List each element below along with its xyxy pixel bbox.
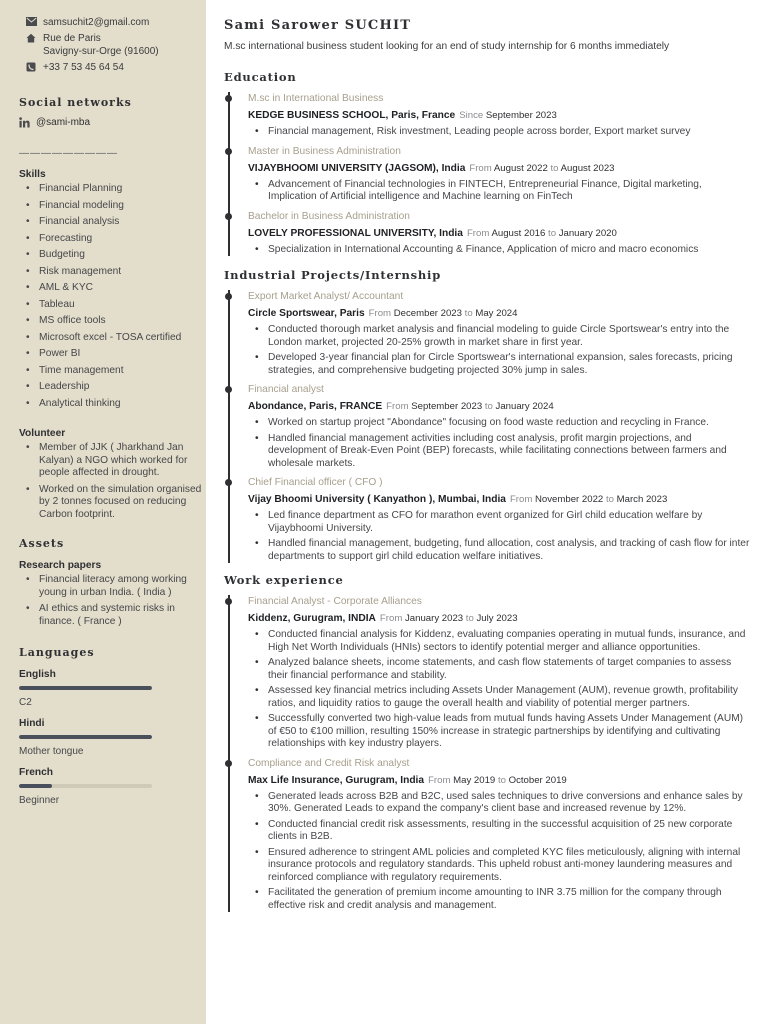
date-prefix: From (368, 308, 392, 319)
bullet-item: • Conducted financial analysis for Kiddenz, evaluating companies operating in mutual funds, insurance, and High Net Worth Individuals (HNIs) sectors to identify potential merger and alliance opportunities. (248, 629, 750, 654)
skill-item: • Analytical thinking (19, 398, 204, 411)
organization: VIJAYBHOOMI UNIVERSITY (JAGSOM), India (248, 162, 466, 174)
date-range (380, 613, 518, 624)
skill-item: • Forecasting (19, 233, 204, 246)
timeline-line (228, 290, 230, 563)
contact-phone[interactable] (19, 61, 206, 74)
bullet-list (248, 324, 750, 377)
proficiency-bar (19, 784, 152, 788)
assets-heading: Assets (19, 537, 65, 550)
volunteer-item: • Worked on the simulation organised by 2 tonnes focused on reducing Carbon footprint. (19, 484, 204, 522)
organization: Max Life Insurance, Gurugram, India (248, 774, 425, 786)
bullet-list (248, 510, 750, 563)
contact-block (19, 16, 206, 74)
bullet-item: • Analyzed balance sheets, income statements, and cash flow statements of target companies to assess their financial performance and stability. (248, 657, 750, 682)
language-name: Hindi (19, 718, 45, 729)
linkedin-icon (19, 117, 30, 128)
bullet-item: • Advancement of Financial technologies in FINTECH, Entrepreneurial Finance, Digital marketing, Implication of Artificial intelligence and Machine learning on FinTech (248, 179, 750, 204)
organization-line (248, 109, 750, 122)
skills-heading: Skills (19, 169, 46, 180)
start-date: May 2019 (453, 774, 496, 786)
date-connector: to (464, 308, 473, 319)
skills-list (19, 183, 206, 410)
research-paper-item: • AI ethics and systemic risks in finance. ( France ) (19, 603, 204, 628)
skill-item: • Microsoft excel - TOSA certified (19, 332, 204, 345)
timeline-dot (225, 95, 232, 102)
organization: Kiddenz, Gurugram, INDIA (248, 613, 376, 624)
timeline-dot (225, 148, 232, 155)
timeline-entry (248, 757, 750, 913)
date-prefix: From (466, 227, 490, 239)
projects-heading: Industrial Projects/Internship (224, 268, 442, 282)
skill-item: • Financial Planning (19, 183, 204, 196)
envelope-icon (19, 16, 43, 26)
bullet-item: • Financial management, Risk investment, Leading people across border, Export market survey (248, 126, 750, 139)
proficiency-fill (19, 686, 152, 690)
language-item (19, 718, 206, 757)
education-timeline (224, 92, 750, 256)
timeline-dot (225, 598, 232, 605)
bullet-item: • Assessed key financial metrics including Assets Under Management (AUM), revenue growth, profitability ratios, and liquidity ratios to gauge the overall health and viability of potential merger partners. (248, 685, 750, 710)
role-title: Financial Analyst - Corporate Alliances (248, 596, 422, 607)
organization-line (248, 493, 750, 506)
address-line2: Savigny-sur-Orge (91600) (43, 46, 159, 57)
bullet-item: • Handled financial management, budgeting, fund allocation, cost analysis, and tracking of cash flow for inter departments to support girl child education welfare initiatives. (248, 538, 750, 563)
skill-item: • Financial modeling (19, 200, 204, 213)
organization-line (248, 774, 750, 787)
date-connector: to (548, 227, 557, 239)
organization-line (248, 227, 750, 240)
proficiency-fill (19, 784, 52, 788)
date-prefix: From (428, 774, 451, 786)
role-title: Bachelor in Business Administration (248, 210, 410, 222)
linkedin-link[interactable] (19, 117, 206, 128)
date-range (386, 401, 554, 412)
start-date: December 2023 (393, 308, 462, 319)
start-date: September 2023 (485, 110, 557, 121)
skill-item: • Leadership (19, 381, 204, 394)
language-item (19, 669, 206, 708)
linkedin-handle[interactable]: @sami-mba (36, 117, 91, 128)
skill-item: • Budgeting (19, 249, 204, 262)
end-date: October 2019 (508, 774, 567, 786)
skill-item: • Financial analysis (19, 216, 204, 229)
timeline-entry (248, 383, 750, 470)
bullet-list (248, 417, 750, 470)
languages-heading: Languages (19, 646, 95, 659)
timeline-dot (225, 760, 232, 767)
contact-address (19, 32, 206, 58)
date-prefix: From (509, 494, 533, 505)
date-prefix: From (379, 613, 403, 624)
timeline-entry (248, 476, 750, 563)
contact-email[interactable] (19, 16, 206, 29)
date-connector: to (484, 401, 493, 412)
end-date: March 2023 (616, 494, 668, 505)
language-level: Mother tongue (19, 746, 84, 757)
language-item (19, 767, 206, 806)
end-date: January 2024 (495, 401, 554, 412)
social-heading: Social networks (19, 96, 132, 109)
main-content (206, 0, 768, 1024)
bullet-list (248, 244, 750, 257)
timeline-line (228, 92, 230, 256)
date-range (469, 163, 614, 174)
date-connector: to (605, 494, 614, 505)
language-level: C2 (19, 697, 32, 708)
bullet-item: • Led finance department as CFO for marathon event organized for Girl child education welfare by Vijaybhoomi University. (248, 510, 750, 535)
work-timeline (224, 595, 750, 912)
role-title: Compliance and Credit Risk analyst (248, 757, 410, 769)
organization: Circle Sportswear, Paris (248, 308, 365, 319)
date-range (510, 494, 667, 505)
date-prefix: Since (459, 110, 484, 121)
skill-item: • Risk management (19, 266, 204, 279)
organization-line (248, 400, 750, 413)
bullet-item: • Developed 3-year financial plan for Circle Sportswear's international expansion, sales forecasts, pricing strategies, and comprehensive budgeting projected 30% jump in sales. (248, 352, 750, 377)
skill-item: • AML & KYC (19, 282, 204, 295)
start-date: November 2022 (535, 494, 604, 505)
role-title: Export Market Analyst/ Accountant (248, 291, 404, 302)
summary: M.sc international business student looking for an end of study internship for 6 months immediately (224, 41, 670, 52)
role-title: Financial analyst (248, 384, 324, 395)
phone-text[interactable]: +33 7 53 45 64 54 (43, 62, 124, 73)
proficiency-bar (19, 735, 152, 739)
volunteer-item: • Member of JJK ( Jharkhand Jan Kalyan) a NGO which worked for people affected in drought. (19, 442, 204, 480)
organization-line (248, 307, 750, 320)
end-date: January 2020 (558, 227, 617, 239)
bullet-item: • Worked on startup project "Abondance" focusing on food waste reduction and recycling in France. (248, 417, 750, 430)
date-prefix: From (386, 401, 409, 412)
end-date: August 2023 (560, 162, 615, 174)
bullet-list (248, 179, 750, 204)
end-date: July 2023 (476, 613, 518, 624)
organization-line (248, 612, 750, 625)
skill-item: • Power BI (19, 348, 204, 361)
research-papers-heading: Research papers (19, 560, 102, 571)
timeline-entry (248, 290, 750, 377)
date-prefix: From (469, 162, 492, 174)
date-range (428, 775, 567, 786)
proficiency-fill (19, 735, 152, 739)
work-heading: Work experience (224, 573, 344, 587)
research-paper-item: • Financial literacy among working young in urban India. ( India ) (19, 574, 204, 599)
languages-list (19, 669, 206, 806)
divider: ————————— (19, 148, 118, 159)
skill-item: • MS office tools (19, 315, 204, 328)
timeline-dot (225, 293, 232, 300)
organization: Abondance, Paris, FRANCE (248, 401, 383, 412)
volunteer-list (19, 442, 206, 521)
bullet-item: • Specialization in International Accounting & Finance, Application of micro and macro economics (248, 244, 750, 257)
bullet-list (248, 629, 750, 751)
bullet-list (248, 791, 750, 913)
skill-item: • Tableau (19, 299, 204, 312)
start-date: August 2016 (491, 227, 546, 239)
candidate-name: Sami Sarower SUCHIT (224, 18, 412, 33)
home-icon (19, 32, 43, 43)
education-heading: Education (224, 70, 297, 84)
organization: LOVELY PROFESSIONAL UNIVERSITY, India (248, 227, 463, 239)
language-name: French (19, 767, 53, 778)
timeline-entry (248, 145, 750, 204)
timeline-entry (248, 595, 750, 751)
address-line1: Rue de Paris (43, 33, 101, 44)
date-range (459, 110, 557, 121)
language-name: English (19, 669, 56, 680)
language-level: Beginner (19, 795, 60, 806)
bullet-item: • Conducted financial credit risk assessments, resulting in the successful acquisition of 25 new corporate clients in B2B. (248, 819, 750, 844)
date-range (467, 228, 617, 239)
timeline-entry (248, 210, 750, 257)
bullet-list (248, 126, 750, 139)
role-title: Chief Financial officer ( CFO ) (248, 477, 383, 488)
timeline-dot (225, 213, 232, 220)
timeline-line (228, 595, 230, 912)
timeline-dot (225, 479, 232, 486)
bullet-item: • Handled financial management activities including cost analysis, profit margin projections, and development of Break-Even Point (BEP) forecasts, while facilitating connections between farmers and wholesale markets. (248, 433, 750, 471)
phone-icon (19, 61, 43, 72)
research-papers-list (19, 574, 206, 628)
bullet-item: • Successfully converted two high-value leads from mutual funds having Assets Under Management (AUM) of €50 to €100 million, resulting 150% increase in strategic partnerships by identifying and cultivating relationships with key industry players. (248, 713, 750, 751)
bullet-item: • Facilitated the generation of premium income amounting to INR 3.75 million for the company through effective risk and credit analysis and management. (248, 887, 750, 912)
email-text[interactable]: samsuchit2@gmail.com (43, 17, 150, 28)
date-connector: to (497, 774, 506, 786)
volunteer-heading: Volunteer (19, 428, 66, 439)
date-range (369, 308, 518, 319)
start-date: September 2023 (411, 401, 483, 412)
bullet-item: • Generated leads across B2B and B2C, used sales techniques to drive conversions and enhance sales by 30%. Generated Leads to expand the company's client base and increased revenue by 12%. (248, 791, 750, 816)
organization-line (248, 162, 750, 175)
role-title: Master in Business Administration (248, 145, 401, 157)
proficiency-bar (19, 686, 152, 690)
date-connector: to (550, 162, 559, 174)
start-date: August 2022 (493, 162, 548, 174)
start-date: January 2023 (404, 613, 464, 624)
date-connector: to (465, 613, 474, 624)
timeline-dot (225, 386, 232, 393)
projects-timeline (224, 290, 750, 563)
organization: KEDGE BUSINESS SCHOOL, Paris, France (248, 110, 456, 121)
timeline-entry (248, 92, 750, 139)
bullet-item: • Conducted thorough market analysis and financial modeling to guide Circle Sportswear's entry into the London market, projected 20-25% growth in market share in first year. (248, 324, 750, 349)
role-title: M.sc in International Business (248, 93, 384, 104)
organization: Vijay Bhoomi University ( Kanyathon ), Mumbai, India (248, 494, 506, 505)
bullet-item: • Ensured adherence to stringent AML policies and completed KYC files meticulously, aligning with internal insurance protocols and regulatory standards. This upheld robust anti-money laundering measures and reinforced compliance with regulatory requirements. (248, 847, 750, 885)
sidebar (0, 0, 206, 1024)
end-date: May 2024 (475, 308, 518, 319)
skill-item: • Time management (19, 365, 204, 378)
